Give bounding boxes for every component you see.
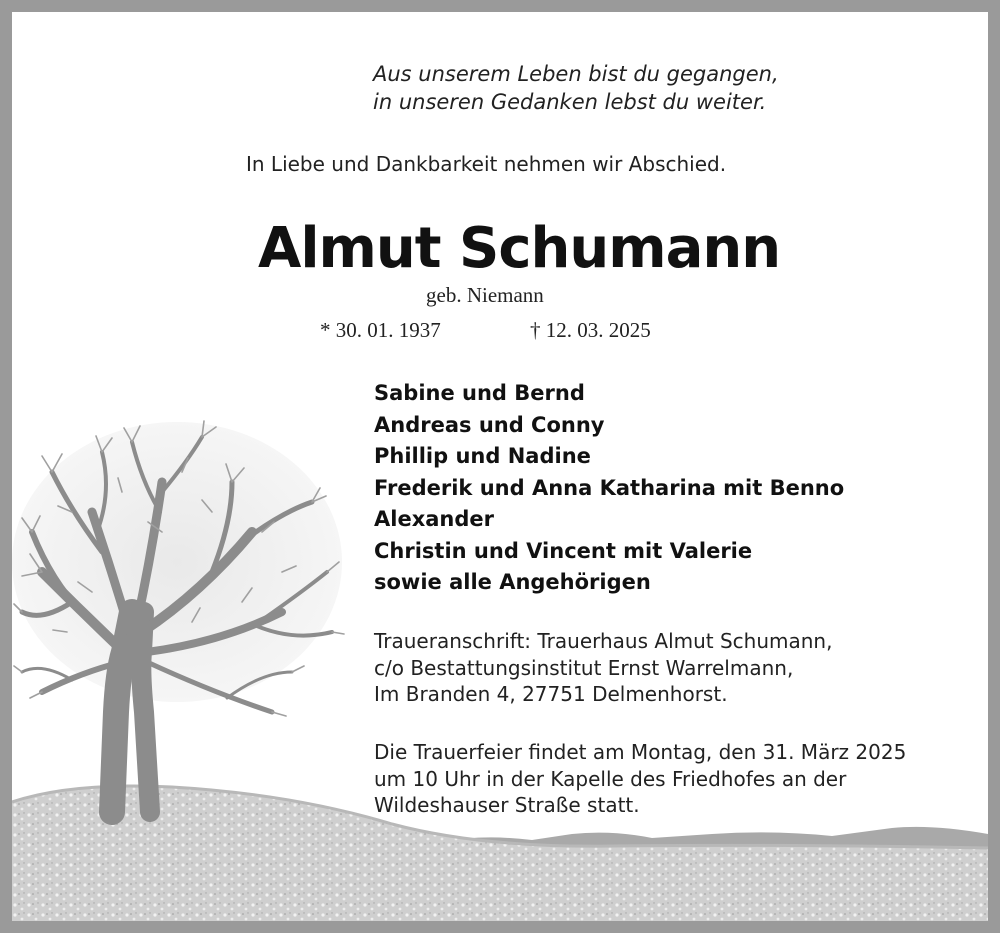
quote	[373, 60, 779, 116]
birth-date: * 30. 01. 1937	[320, 318, 441, 342]
address-line: c/o Bestattungsinstitut Ernst Warrelmann,	[374, 655, 794, 680]
ceremony-line: Wildeshauser Straße statt.	[374, 793, 640, 817]
ceremony-line: um 10 Uhr in der Kapelle des Friedhofes an der	[374, 766, 847, 791]
address-line: Traueranschrift: Trauerhaus Almut Schumann,	[374, 629, 833, 653]
mourner-entry: Sabine und Bernd	[374, 381, 585, 405]
intro-text: In Liebe und Dankbarkeit nehmen wir Abschied.	[246, 152, 727, 176]
mourning-address	[374, 628, 832, 708]
quote-line-2: in unseren Gedanken lebst du weiter.	[373, 90, 767, 114]
funeral-ceremony-info	[374, 739, 906, 819]
born-name: geb. Niemann	[426, 283, 544, 307]
mourners-list	[374, 378, 844, 599]
mourner-entry: Alexander	[374, 507, 494, 531]
mourner-entry: Andreas und Conny	[374, 412, 605, 437]
death-date: † 12. 03. 2025	[530, 318, 651, 342]
quote-line-1: Aus unserem Leben bist du gegangen,	[373, 62, 779, 86]
address-line: Im Branden 4, 27751 Delmenhorst.	[374, 682, 728, 706]
ceremony-line: Die Trauerfeier findet am Montag, den 31. März 2025	[374, 740, 907, 764]
mourner-entry: sowie alle Angehörigen	[374, 570, 651, 594]
deceased-name: Almut Schumann	[258, 216, 781, 281]
mourner-entry: Phillip und Nadine	[374, 444, 591, 468]
mourner-entry: Frederik und Anna Katharina mit Benno	[374, 475, 845, 500]
mourner-entry: Christin und Vincent mit Valerie	[374, 538, 753, 563]
tree-crown	[12, 422, 342, 702]
